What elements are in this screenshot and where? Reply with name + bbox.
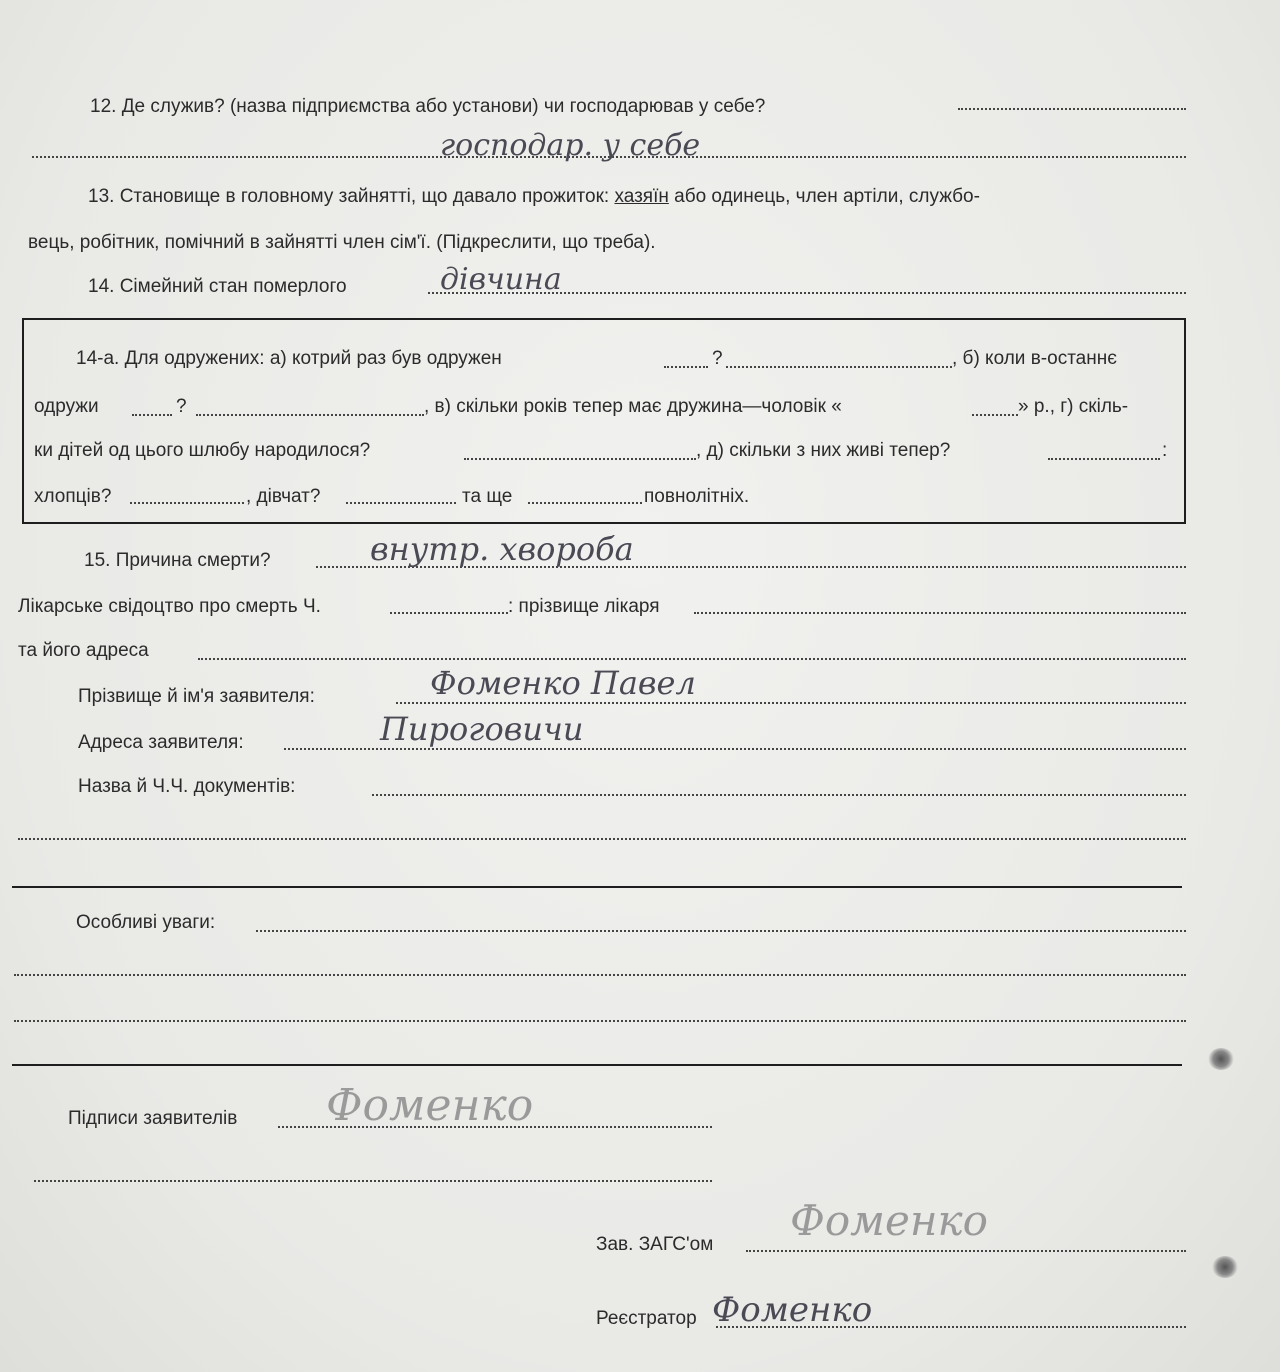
q14-answer: дівчина: [440, 262, 562, 297]
documents-dotline-1: [372, 794, 1186, 796]
section-rule-2: [12, 1064, 1182, 1066]
applicants-signature: Фоменко: [326, 1080, 534, 1131]
q14a-line3-b: , д) скільки з них живі тепер?: [696, 440, 951, 461]
applicant-address-dotline: [284, 748, 1186, 750]
applicant-name-value: Фоменко Павел: [430, 664, 696, 702]
q14a-line2-a: одружи: [34, 396, 99, 417]
remarks-dotline-2: [14, 974, 1186, 976]
q13-line2: вець, робітник, помічний в зайнятті член сім'ї. (Підкреслити, що треба).: [28, 232, 656, 253]
zags-head-dotline: [746, 1250, 1186, 1252]
q14a-dot-2: [726, 366, 952, 368]
applicants-signature-dotline-2: [34, 1180, 712, 1182]
q14a-line2-c: , в) скільки років тепер має дружина—чоловік «: [424, 396, 842, 417]
q14a-line2-b: ?: [176, 396, 187, 417]
punch-hole-mark: [1212, 1256, 1238, 1278]
q14a-dot-1: [664, 366, 708, 368]
registrar-label: Реєстратор: [596, 1308, 697, 1329]
documents-label: Назва й Ч.Ч. документів:: [78, 776, 296, 797]
q14a-line2-d: » р., г) скіль-: [1018, 396, 1129, 417]
q14a-dot-5: [972, 414, 1018, 416]
applicant-name-dotline: [396, 702, 1186, 704]
registrar-signature: Фоменко: [712, 1290, 873, 1330]
q13-line1: [88, 186, 980, 208]
q14a-line3-a: ки дітей од цього шлюбу народилося?: [34, 440, 371, 461]
q13-line1-after: або одинець, член артіли, службо-: [668, 186, 980, 207]
q14a-dot-7: [1048, 458, 1160, 460]
remarks-dotline-1: [256, 930, 1186, 932]
q15-answer: внутр. хвороба: [370, 530, 634, 568]
q12-dotline-1: [958, 108, 1186, 110]
remarks-dotline-3: [14, 1020, 1186, 1022]
q14a-dot-3: [132, 414, 172, 416]
q14a-dot-9: [346, 502, 456, 504]
q13-line1-before: 13. Становище в головному зайнятті, що давало прожиток:: [88, 186, 615, 207]
q14a-dot-8: [130, 502, 244, 504]
q14a-line1-c: , б) коли в-останнє: [952, 348, 1117, 369]
q14a-line1-b: ?: [712, 348, 723, 369]
q14a-dot-10: [528, 502, 642, 504]
applicants-signature-label: Підписи заявителів: [68, 1108, 238, 1129]
section-rule-1: [12, 886, 1182, 888]
q14a-line3-c: :: [1162, 440, 1168, 461]
q14-label: 14. Сімейний стан померлого: [88, 276, 347, 297]
q14a-line4-b: , дівчат?: [246, 486, 321, 507]
q12-label: 12. Де служив? (назва підприємства або установи) чи господарював у себе?: [90, 96, 766, 117]
q13-selected-option: хазяїн: [614, 186, 669, 207]
q15-label: 15. Причина смерти?: [84, 550, 271, 571]
q12-answer: господар. у себе: [440, 128, 701, 163]
doctor-certificate-dotline: [390, 612, 508, 614]
doctor-name-label: : прізвище лікаря: [508, 596, 660, 617]
q14a-dot-6: [464, 458, 696, 460]
documents-dotline-2: [18, 838, 1186, 840]
q14a-line4-d: повнолітніх.: [644, 486, 750, 507]
doctor-address-label: та його адреса: [18, 640, 149, 661]
q14a-line4-a: хлопців?: [34, 486, 112, 507]
zags-head-signature: Фоменко: [790, 1196, 988, 1245]
applicant-address-label: Адреса заявителя:: [78, 732, 244, 753]
applicant-name-label: Прізвище й ім'я заявителя:: [78, 686, 315, 707]
zags-head-label: Зав. ЗАГС'ом: [596, 1234, 714, 1255]
doctor-name-dotline: [694, 612, 1186, 614]
q14a-dot-4: [196, 414, 424, 416]
q14a-line1-a: 14-а. Для одружених: а) котрий раз був одружен: [76, 348, 502, 369]
punch-hole-mark: [1208, 1048, 1234, 1070]
doctor-address-dotline: [198, 658, 1186, 660]
remarks-label: Особливі уваги:: [76, 912, 216, 933]
q14a-line4-c: та ще: [462, 486, 513, 507]
applicant-address-value: Пироговичи: [380, 710, 584, 748]
doctor-certificate-label: Лікарське свідоцтво про смерть Ч.: [18, 596, 321, 617]
